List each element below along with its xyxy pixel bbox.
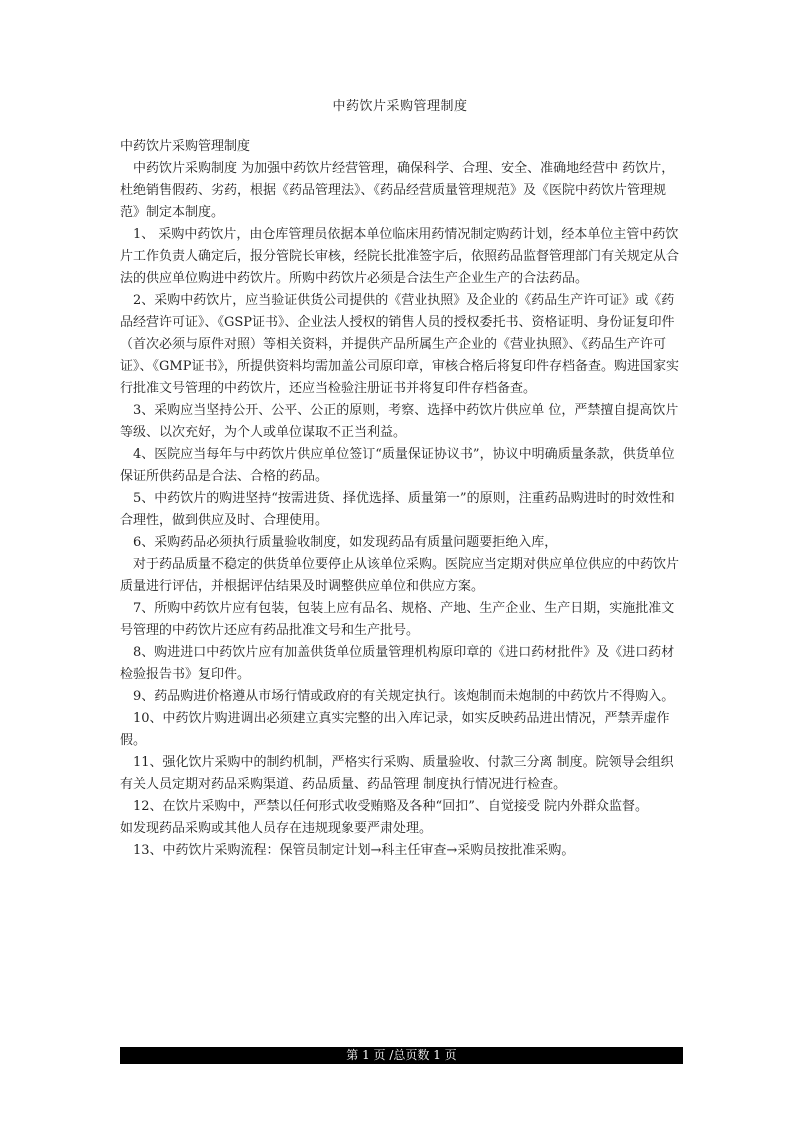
page-title: 中药饮片采购管理制度 — [332, 99, 468, 114]
paragraph-4: 4、医院应当每年与中药饮片供应单位签订“质量保证协议书”，协议中明确质量条款，供货单位保证所供药品是合法、合格的药品。 — [120, 447, 675, 484]
document-body — [120, 136, 685, 862]
paragraph-6-continued: 对于药品质量不稳定的供货单位要停止从该单位采购。医院应当定期对供应单位供应的中药饮片质量进行评估，并根据评估结果及时调整供应单位和供应方案。 — [120, 557, 680, 594]
paragraph-11: 11、强化饮片采购中的制约机制，严格实行采购、质量验收、付款三分离 制度。院领导会组织有关人员定期对药品采购渠道、药品质量、药品管理 制度执行情况进行检查。 — [120, 755, 674, 792]
paragraph-3: 3、采购应当坚持公开、公平、公正的原则，考察、选择中药饮片供应单 位，严禁擅自提高饮片等级、以次充好，为个人或单位谋取不正当利益。 — [120, 403, 679, 440]
paragraph-12: 12、在饮片采购中，严禁以任何形式收受贿赂及各种“回扣”、自觉接受 院内外群众监督。 — [133, 799, 648, 814]
page-footer — [120, 1047, 683, 1064]
paragraph-12-continued: 如发现药品采购或其他人员存在违规现象要严肃处理。 — [120, 821, 433, 836]
paragraph-1: 1、 采购中药饮片，由仓库管理员依据本单位临床用药情况制定购药计划，经本单位主管中药饮片工作负责人确定后，报分管院长审核，经院长批准签字后，依照药品监督管理部门有关规定从合法的供应单位购进中药饮片。所购中药饮片必须是合法生产企业生产的合法药品。 — [120, 227, 680, 286]
paragraph-10: 10、中药饮片购进调出必须建立真实完整的出入库记录，如实反映药品进出情况，严禁弄虚作假。 — [120, 711, 670, 748]
paragraph-7: 7、所购中药饮片应有包装，包装上应有品名、规格、产地、生产企业、生产日期，实施批准文号管理的中药饮片还应有药品批准文号和生产批号。 — [120, 601, 675, 638]
paragraph-13: 13、中药饮片采购流程：保管员制定计划→科主任审查→采购员按批准采购。 — [133, 843, 575, 858]
paragraph-2: 2、采购中药饮片，应当验证供货公司提供的《营业执照》及企业的《药品生产许可证》或《药品经营许可证》、《GSP证书》、企业法人授权的销售人员的授权委托书、资格证明、身份证复印件（首次必须与原件对照）等相关资料，并提供产品所属生产企业的《营业执照》、《药品生产许可证》、《GMP证书》，所提供资料均需加盖公司原印章，审核合格后将复印件存档备查。购进国家实行批准文号管理的中药饮片，还应当检验注册证书并将复印件存档备查。 — [120, 293, 679, 396]
document-subtitle: 中药饮片采购管理制度 — [120, 139, 251, 154]
paragraph-8: 8、购进进口中药饮片应有加盖供货单位质量管理机构原印章的《进口药材批件》及《进口药材检验报告书》复印件。 — [120, 645, 675, 682]
paragraph-intro: 中药饮片采购制度 为加强中药饮片经营管理，确保科学、合理、安全、准确地经营中 药饮片，杜绝销售假药、劣药，根据《药品管理法》、《药品经营质量管理规范》及《医院中药饮片管理规范》制定本制度。 — [120, 161, 675, 220]
paragraph-6: 6、采购药品必须执行质量验收制度，如发现药品有质量问题要拒绝入库， — [133, 535, 558, 550]
page-number-label: 第 1 页 /总页数 1 页 — [346, 1048, 457, 1062]
paragraph-5: 5、中药饮片的购进坚持“按需进货、择优选择、质量第一”的原则，注重药品购进时的时效性和合理性，做到供应及时、合理使用。 — [120, 491, 675, 528]
paragraph-9: 9、药品购进价格遵从市场行情或政府的有关规定执行。该炮制而未炮制的中药饮片不得购入。 — [133, 689, 675, 704]
